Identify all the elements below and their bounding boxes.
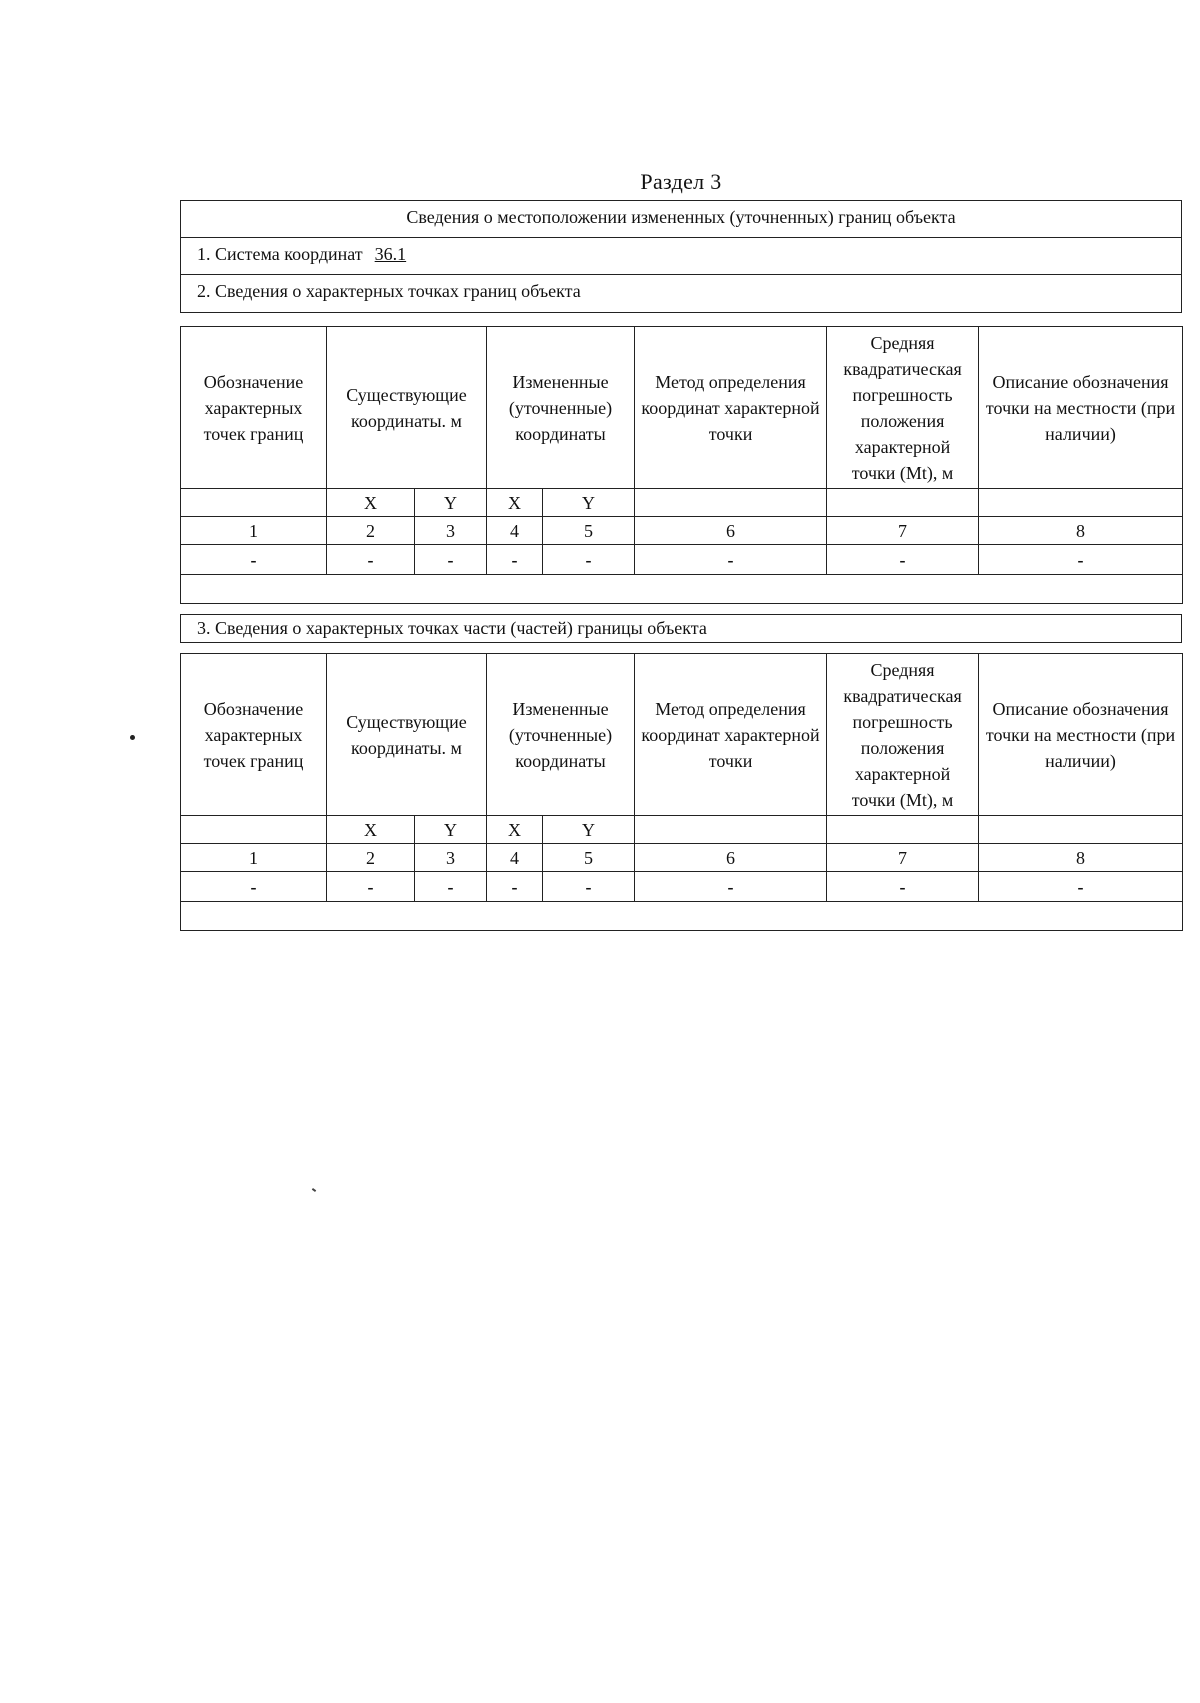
column-number: 5	[543, 517, 635, 545]
axis-cell-empty	[635, 816, 827, 844]
axis-x-changed: X	[487, 816, 543, 844]
section-title: Раздел 3	[640, 169, 722, 194]
column-number-row	[181, 844, 1183, 872]
axis-x-existing: X	[327, 489, 415, 517]
table-footer-cell	[181, 575, 1183, 604]
table-cell: -	[327, 872, 415, 902]
table-row	[181, 872, 1183, 902]
column-number: 7	[827, 517, 979, 545]
table-cell: -	[181, 545, 327, 575]
table-header-row	[181, 327, 1183, 489]
table-row	[181, 545, 1183, 575]
axis-row	[181, 489, 1183, 517]
axis-cell-empty	[181, 489, 327, 517]
header-point-designation: Обозначение характерных точек границ	[181, 654, 327, 816]
header-description: Описание обозначения точки на местности (при наличии)	[979, 654, 1183, 816]
table-cell: -	[979, 545, 1183, 575]
column-number: 7	[827, 844, 979, 872]
axis-y-changed: Y	[543, 489, 635, 517]
table-cell: -	[635, 545, 827, 575]
table-footer-row	[181, 902, 1183, 931]
column-number: 3	[415, 844, 487, 872]
boundary-points-table	[180, 326, 1183, 604]
coord-system-row	[181, 238, 1181, 275]
column-number: 4	[487, 517, 543, 545]
table-cell: -	[487, 872, 543, 902]
table-footer-row	[181, 575, 1183, 604]
column-number: 8	[979, 517, 1183, 545]
table-cell: -	[415, 872, 487, 902]
part-boundary-points-table	[180, 653, 1183, 931]
table-cell: -	[635, 872, 827, 902]
column-number: 8	[979, 844, 1183, 872]
axis-y-existing: Y	[415, 489, 487, 517]
header-changed-coords: Измененные (уточненные) координаты	[487, 327, 635, 489]
axis-row	[181, 816, 1183, 844]
column-number: 1	[181, 517, 327, 545]
header-changed-coords: Измененные (уточненные) координаты	[487, 654, 635, 816]
axis-y-existing: Y	[415, 816, 487, 844]
column-number: 6	[635, 517, 827, 545]
axis-cell-empty	[635, 489, 827, 517]
subsection-3-title: 3. Сведения о характерных точках части (частей) границы объекта	[180, 614, 1182, 643]
block-title: Сведения о местоположении измененных (уточненных) границ объекта	[181, 201, 1181, 238]
axis-x-changed: X	[487, 489, 543, 517]
column-number-row	[181, 517, 1183, 545]
header-point-designation: Обозначение характерных точек границ	[181, 327, 327, 489]
column-number: 3	[415, 517, 487, 545]
axis-cell-empty	[827, 816, 979, 844]
axis-cell-empty	[979, 816, 1183, 844]
scan-dot-mark	[130, 735, 135, 740]
header-existing-coords: Существующие координаты. м	[327, 654, 487, 816]
scan-speck-mark	[312, 1188, 316, 1192]
table-cell: -	[415, 545, 487, 575]
column-number: 1	[181, 844, 327, 872]
axis-x-existing: X	[327, 816, 415, 844]
section-header-box	[180, 200, 1182, 313]
header-method: Метод определения координат характерной точки	[635, 654, 827, 816]
coord-system-label: 1. Система координат	[197, 244, 363, 264]
table-cell: -	[327, 545, 415, 575]
header-error: Средняя квадратическая погрешность положения характерной точки (Mt), м	[827, 654, 979, 816]
table-cell: -	[487, 545, 543, 575]
column-number: 6	[635, 844, 827, 872]
column-number: 2	[327, 517, 415, 545]
axis-cell-empty	[181, 816, 327, 844]
table-cell: -	[543, 545, 635, 575]
table-cell: -	[979, 872, 1183, 902]
column-number: 2	[327, 844, 415, 872]
axis-y-changed: Y	[543, 816, 635, 844]
column-number: 4	[487, 844, 543, 872]
header-error: Средняя квадратическая погрешность положения характерной точки (Mt), м	[827, 327, 979, 489]
column-number: 5	[543, 844, 635, 872]
header-method: Метод определения координат характерной точки	[635, 327, 827, 489]
subsection-2-title: 2. Сведения о характерных точках границ объекта	[197, 281, 581, 301]
coord-system-value: 36.1	[374, 244, 407, 264]
table-cell: -	[827, 872, 979, 902]
table-cell: -	[181, 872, 327, 902]
table-cell: -	[827, 545, 979, 575]
axis-cell-empty	[979, 489, 1183, 517]
header-existing-coords: Существующие координаты. м	[327, 327, 487, 489]
table-cell: -	[543, 872, 635, 902]
table-header-row	[181, 654, 1183, 816]
header-description: Описание обозначения точки на местности (при наличии)	[979, 327, 1183, 489]
axis-cell-empty	[827, 489, 979, 517]
table-footer-cell	[181, 902, 1183, 931]
